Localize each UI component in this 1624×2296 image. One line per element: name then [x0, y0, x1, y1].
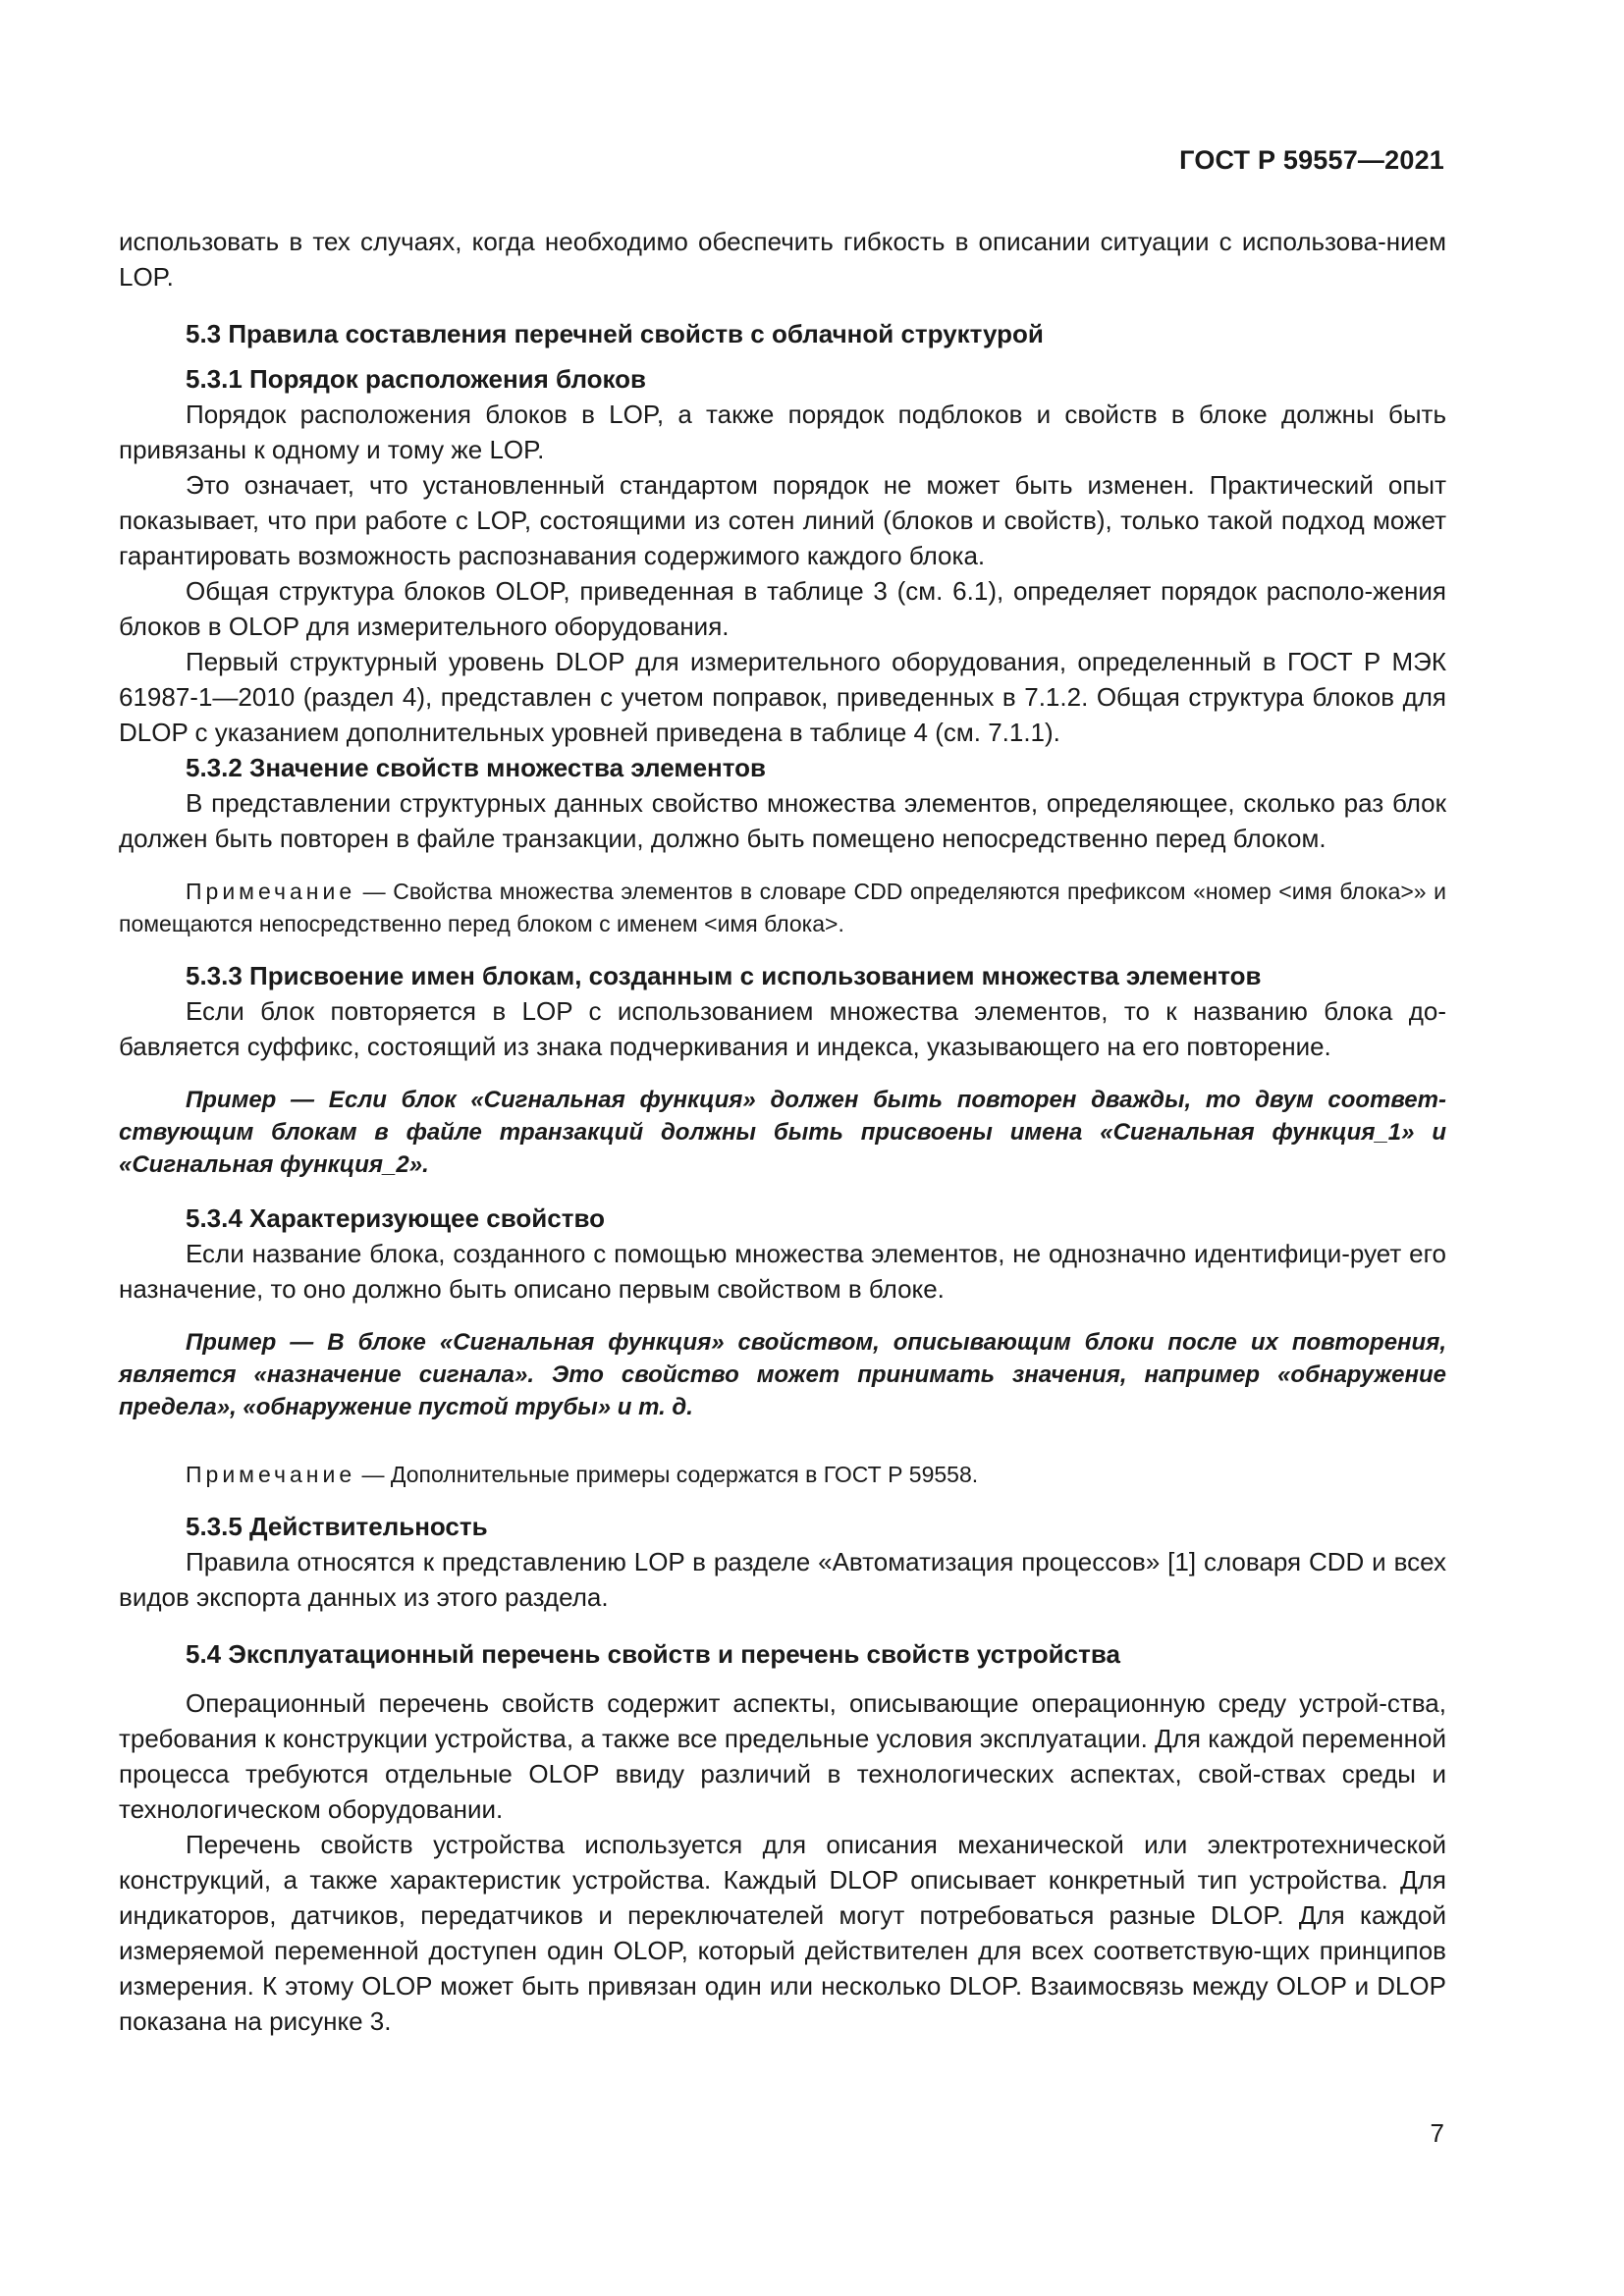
s534-example: Пример — В блоке «Сигнальная функция» свойством, описывающим блоки после их повторения, является «назначение сигнала». Это свойство может принимать значения, например «обнаружение предела», «обнаружение пустой трубы» и т. д. [119, 1329, 1446, 1420]
s531-paragraph-1: Порядок расположения блоков в LOP, а также порядок подблоков и свойств в блоке должны быть привязаны к одному и тому же LOP. [119, 400, 1446, 464]
section-5-3-title: 5.3 Правила составления перечней свойств с облачной структурой [186, 319, 1044, 348]
section-5-3-2-title: 5.3.2 Значение свойств множества элементов [186, 753, 767, 782]
intro-paragraph: использовать в тех случаях, когда необходимо обеспечить гибкость в описании ситуации с использова-нием LOP. [119, 227, 1446, 292]
page-number: 7 [1430, 2118, 1444, 2148]
note-label: Примечание [186, 1462, 356, 1487]
note-text: — Свойства множества элементов в словаре CDD определяются префиксом «номер <имя блока>» и помещаются непосредственно перед блоком с именем <имя блока>. [119, 879, 1446, 936]
section-5-4-title: 5.4 Эксплуатационный перечень свойств и перечень свойств устройства [186, 1639, 1120, 1669]
s535-paragraph-1: Правила относятся к представлению LOP в разделе «Автоматизация процессов» [1] словаря CDD и всех видов экспорта данных из этого раздела. [119, 1547, 1446, 1612]
s531-paragraph-2: Это означает, что установленный стандартом порядок не может быть изменен. Практический опыт показывает, что при работе с LOP, состоящими из сотен линий (блоков и свойств), только такой подход может гарантировать возможность распознавания содержимого каждого блока. [119, 470, 1446, 570]
s532-note [119, 876, 1446, 940]
note-label: Примечание [186, 879, 356, 904]
s534-paragraph-1: Если название блока, созданного с помощью множества элементов, не однозначно идентифици-рует его назначение, то оно должно быть описано первым свойством в блоке. [119, 1239, 1446, 1304]
s533-paragraph-1: Если блок повторяется в LOP с использованием множества элементов, то к названию блока до-бавляется суффикс, состоящий из знака подчеркивания и индекса, указывающего на его повторение. [119, 996, 1446, 1061]
s534-note [119, 1459, 1446, 1491]
s532-paragraph-1: В представлении структурных данных свойство множества элементов, определяющее, сколько раз блок должен быть повторен в файле транзакции, должно быть помещено непосредственно перед блоком. [119, 788, 1446, 853]
s533-example: Пример — Если блок «Сигнальная функция» должен быть повторен дважды, то двум соответ-ствующим блокам в файле транзакций должны быть присвоены имена «Сигнальная функция_1» и «Сигнальная функция_2». [119, 1087, 1446, 1178]
section-5-3-3-title: 5.3.3 Присвоение имен блокам, созданным с использованием множества элементов [186, 961, 1262, 990]
section-5-3-4-title: 5.3.4 Характеризующее свойство [186, 1203, 605, 1233]
s531-paragraph-4: Первый структурный уровень DLOP для измерительного оборудования, определенный в ГОСТ Р МЭК 61987-1—2010 (раздел 4), представлен с учетом поправок, приведенных в 7.1.2. Общая структура блоков для DLOP с указанием дополнительных уровней приведена в таблице 4 (см. 7.1.1). [119, 647, 1446, 747]
document-header: ГОСТ Р 59557—2021 [1179, 145, 1444, 175]
note-text: — Дополнительные примеры содержатся в ГОСТ Р 59558. [355, 1462, 979, 1487]
document-body [119, 224, 1446, 2039]
s531-paragraph-3: Общая структура блоков OLOP, приведенная в таблице 3 (см. 6.1), определяет порядок располо-жения блоков в OLOP для измерительного оборудования. [119, 576, 1446, 641]
s54-paragraph-1: Операционный перечень свойств содержит аспекты, описывающие операционную среду устрой-ства, требования к конструкции устройства, а также все предельные условия эксплуатации. Для каждой переменной процесса требуются отдельные OLOP ввиду различий в технологических аспектах, свой-ствах среды и технологическом оборудовании. [119, 1688, 1446, 1824]
section-5-3-5-title: 5.3.5 Действительность [186, 1512, 488, 1541]
section-5-3-1-title: 5.3.1 Порядок расположения блоков [186, 364, 647, 394]
s54-paragraph-2: Перечень свойств устройства используется для описания механической или электротехнической конструкций, а также характеристик устройства. Каждый DLOP описывает конкретный тип устройства. Для индикаторов, датчиков, передатчиков и переключателей могут потребоваться разные DLOP. Для каждой измеряемой переменной доступен один OLOP, который действителен для всех соответствую-щих принципов измерения. К этому OLOP может быть привязан один или несколько DLOP. Взаимосвязь между OLOP и DLOP показана на рисунке 3. [119, 1830, 1446, 2036]
